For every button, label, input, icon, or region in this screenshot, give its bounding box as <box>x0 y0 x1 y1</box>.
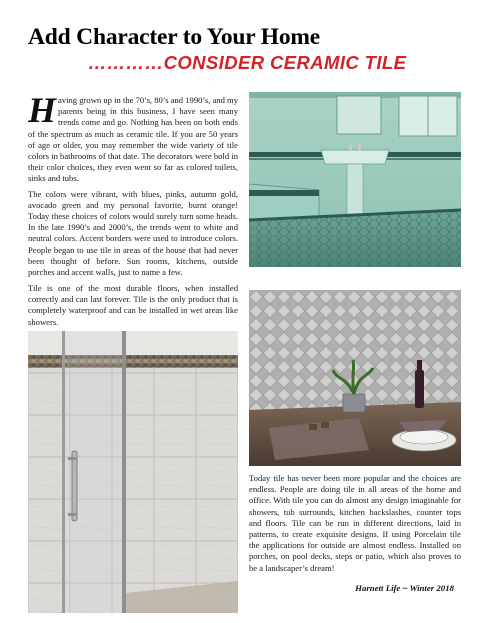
tiled-shower-photo <box>28 331 238 613</box>
paragraph-3: Tile is one of the most durable floors, when installed correctly and can last forever. Tile is the only product that is completely waterproof and can be installed in wet areas like showers. <box>28 283 238 327</box>
page-title: Add Character to Your Home <box>28 24 321 50</box>
paragraph-4: Today tile has never been more popular and the choices are endless. People are doing tile in all areas of the home and office. With tile you can do almost any design imaginable for showers, tub surrounds, kitchen backslashes, counter tops and floors. Tile can be run in different directions, laid in patterns, to create exquisite designs. If using Porcelain tile the applications for outside are almost endless. Installed on porches, on pool decks, steps or patio, which also proves to be a landscaper’s dream! <box>249 473 461 573</box>
footer-publication: Harnett Life ~ Winter 2018 <box>355 583 454 593</box>
kitchen-backsplash-photo <box>249 290 461 466</box>
page-subtitle: …………CONSIDER CERAMIC TILE <box>88 52 407 73</box>
paragraph-2: The colors were vibrant, with blues, pinks, autumn gold, avocado green and my personal favorite, burnt orange! Today these choices of colors would surely turn some heads. In the late 1990’s and 2000’s, the trends went to white and neutral colors. Accent borders were used to introduce colors. People began to use tile in areas of the house that had never been thought of before. Sun rooms, kitchens, outside porches and accent walls, just to name a few. <box>28 188 238 278</box>
retro-bathroom-photo <box>249 92 461 267</box>
paragraph-1: aving grown up in the 70’s, 80’s and 1990’s, and my parents being in this business, I have seen many trends come and go. Nothing has been on both ends of the spectrum as much as ceramic tile. If you are 50 years of age or older, you may remember the wide variety of tile colors in bathrooms of that date. The decorators were bold in their color choices, they even went so far as colored toilets, sinks and tubs. <box>28 95 238 184</box>
drop-cap: H <box>28 90 57 130</box>
intro-text-block <box>28 90 238 282</box>
